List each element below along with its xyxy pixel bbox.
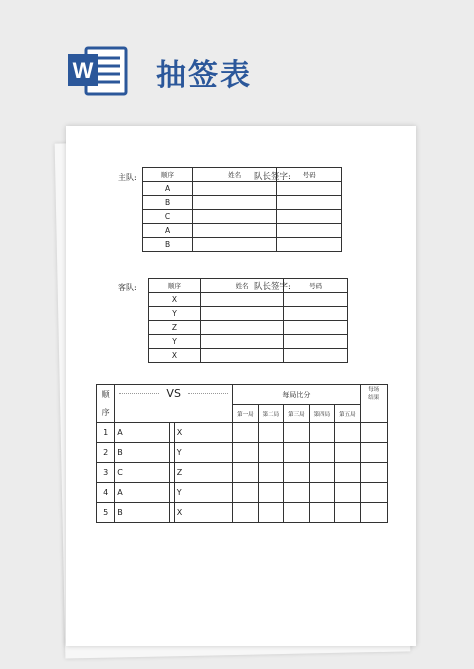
order-cell: A bbox=[143, 182, 193, 196]
table-row: 2 B Y bbox=[97, 443, 388, 463]
game-header: 第二局 bbox=[258, 405, 284, 423]
vs-cell bbox=[115, 385, 233, 423]
vs-label: VS bbox=[166, 387, 181, 400]
table-row: 4 A Y bbox=[97, 483, 388, 503]
table-row bbox=[149, 335, 348, 349]
table-row bbox=[143, 182, 342, 196]
order-cell: Y bbox=[149, 335, 201, 349]
order-header: 顺 序 bbox=[97, 385, 115, 423]
game-header: 第三局 bbox=[284, 405, 310, 423]
result-header: 每场 结果 bbox=[360, 385, 387, 423]
table-row bbox=[143, 238, 342, 252]
column-header: 姓名 bbox=[193, 168, 277, 182]
document-page bbox=[66, 126, 416, 646]
order-cell: B bbox=[143, 238, 193, 252]
table-row bbox=[149, 293, 348, 307]
table-row bbox=[149, 321, 348, 335]
home-team-label: 主队: bbox=[118, 173, 137, 182]
table-row bbox=[149, 349, 348, 363]
column-header: 顺序 bbox=[149, 279, 201, 293]
column-header: 姓名 bbox=[200, 279, 283, 293]
game-header: 第一局 bbox=[233, 405, 259, 423]
table-row bbox=[143, 210, 342, 224]
away-team-table bbox=[148, 278, 348, 363]
table-row bbox=[143, 196, 342, 210]
captain-signature-label: 队长签字: bbox=[254, 172, 291, 182]
column-header: 号码 bbox=[277, 168, 342, 182]
order-cell: Y bbox=[149, 307, 201, 321]
order-cell: A bbox=[143, 224, 193, 238]
home-team-table bbox=[142, 167, 342, 252]
page-title: 抽签表 bbox=[156, 58, 252, 93]
table-row bbox=[143, 224, 342, 238]
game-header: 第五局 bbox=[335, 405, 361, 423]
captain-signature-label: 队长签字: bbox=[254, 282, 291, 292]
column-header: 顺序 bbox=[143, 168, 193, 182]
away-team-label: 客队: bbox=[118, 283, 137, 292]
order-cell: B bbox=[143, 196, 193, 210]
order-cell: C bbox=[143, 210, 193, 224]
table-row: 1 A X bbox=[97, 423, 388, 443]
word-icon bbox=[66, 44, 128, 98]
table-row bbox=[149, 307, 348, 321]
column-header: 号码 bbox=[284, 279, 348, 293]
score-header: 每局比分 bbox=[233, 385, 361, 405]
table-row: 3 C Z bbox=[97, 463, 388, 483]
table-row: 5 B X bbox=[97, 503, 388, 523]
order-cell: X bbox=[149, 293, 201, 307]
game-header: 第四局 bbox=[309, 405, 335, 423]
score-table bbox=[96, 384, 388, 523]
order-cell: Z bbox=[149, 321, 201, 335]
order-cell: X bbox=[149, 349, 201, 363]
svg-text:W: W bbox=[72, 58, 94, 83]
header bbox=[0, 0, 474, 110]
